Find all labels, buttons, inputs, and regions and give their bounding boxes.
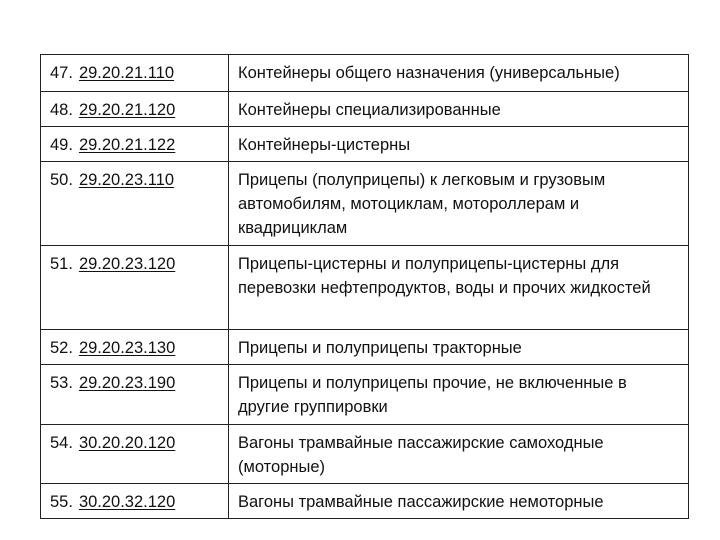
table-row [41,55,689,92]
description-cell: Вагоны трамвайные пассажирские немоторные [229,484,689,519]
table-row [41,330,689,365]
table-row [41,92,689,127]
code-cell [41,127,229,162]
description-cell: Контейнеры общего назначения (универсальные) [229,55,689,92]
code-cell [41,425,229,484]
row-number: 51. [50,255,73,273]
okpd-code: 30.20.20.120 [78,434,176,452]
description-cell: Прицепы и полуприцепы тракторные [229,330,689,365]
row-number: 50. [50,171,73,189]
table-row [41,246,689,330]
okpd-code: 29.20.21.122 [78,136,176,154]
row-number: 55. [50,493,73,511]
table-row [41,425,689,484]
okpd-code: 30.20.32.120 [78,493,176,511]
description-cell: Контейнеры-цистерны [229,127,689,162]
okpd-code: 29.20.23.190 [78,374,176,392]
code-cell [41,162,229,246]
row-number: 52. [50,339,73,357]
code-cell [41,365,229,425]
okpd-code: 29.20.21.110 [78,64,175,82]
code-cell [41,92,229,127]
row-number: 47. [50,64,73,82]
okpd-code: 29.20.21.120 [78,101,176,119]
okpd-code: 29.20.23.130 [78,339,176,357]
row-number: 54. [50,434,73,452]
classification-table [40,54,689,519]
table-row [41,484,689,519]
code-cell [41,55,229,92]
okpd-code: 29.20.23.110 [78,171,175,189]
description-cell: Прицепы и полуприцепы прочие, не включенные в другие группировки [229,365,689,425]
okpd-code: 29.20.23.120 [78,255,176,273]
code-cell [41,484,229,519]
description-cell: Прицепы-цистерны и полуприцепы-цистерны для перевозки нефтепродуктов, воды и прочих жидкостей [229,246,689,330]
row-number: 53. [50,374,73,392]
code-cell [41,246,229,330]
description-cell: Прицепы (полуприцепы) к легковым и грузовым автомобилям, мотоциклам, мотороллерам и квадрициклам [229,162,689,246]
code-cell [41,330,229,365]
table-row [41,365,689,425]
table-row [41,162,689,246]
description-cell: Вагоны трамвайные пассажирские самоходные (моторные) [229,425,689,484]
table-row [41,127,689,162]
row-number: 49. [50,136,73,154]
row-number: 48. [50,101,73,119]
description-cell: Контейнеры специализированные [229,92,689,127]
